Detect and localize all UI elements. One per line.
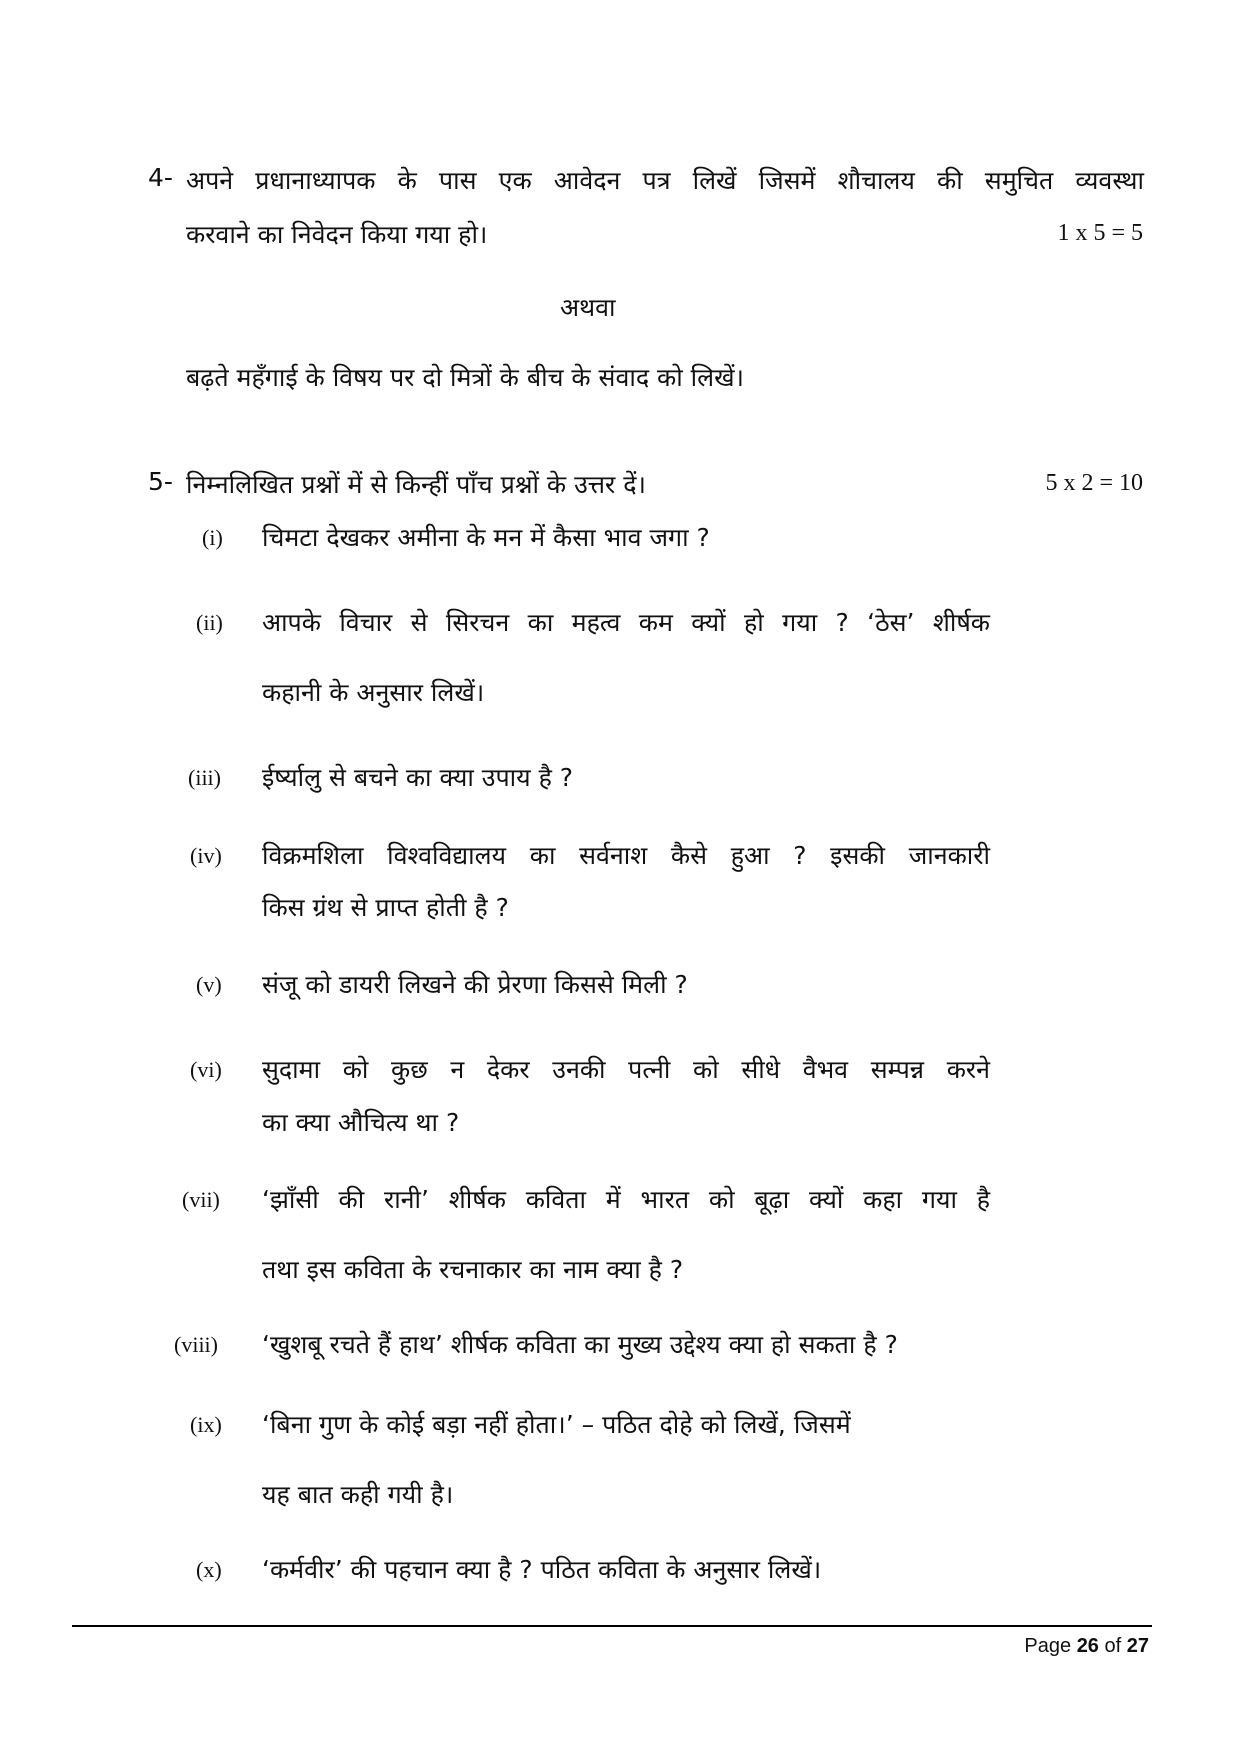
q4-or-label: अथवा (560, 293, 616, 322)
q5-item-text: चिमटा देखकर अमीना के मन में कैसा भाव जगा ? (262, 523, 710, 552)
q5-item-number: (v) (196, 972, 222, 997)
q4-text-line-1: अपने प्रधानाध्यापक के पास एक आवेदन पत्र लिखें जिसमें शौचालय की समुचित व्यवस्था (186, 166, 1144, 195)
q5-item-text: कहानी के अनुसार लिखें। (262, 678, 485, 707)
q5-item-number: (iv) (190, 843, 222, 868)
q5-item-number: (iii) (188, 765, 221, 790)
page-number-footer (1024, 1635, 1149, 1658)
q5-item-text: आपके विचार से सिरचन का महत्व कम क्यों हो गया ? ‘ठेस’ शीर्षक (262, 608, 990, 637)
q5-marks: 5 x 2 = 10 (1045, 470, 1143, 496)
q5-item-text: ‘झाँसी की रानी’ शीर्षक कविता में भारत को बूढ़ा क्यों कहा गया है (262, 1185, 990, 1214)
of-word: of (1104, 1635, 1122, 1657)
total-pages-number: 27 (1126, 1635, 1149, 1657)
q5-item-number: (ix) (190, 1412, 222, 1437)
q5-item-number: (i) (202, 525, 223, 550)
q5-item-text: यह बात कही गयी है। (262, 1480, 454, 1509)
q5-item-text: संजू को डायरी लिखने की प्रेरणा किससे मिली ? (262, 970, 688, 999)
q5-item-number: (x) (196, 1557, 222, 1582)
q5-item-text: का क्या औचित्य था ? (262, 1108, 460, 1137)
q5-item-number: (viii) (174, 1332, 218, 1357)
q5-item-number: (vi) (190, 1057, 222, 1082)
q5-item-text: विक्रमशिला विश्वविद्यालय का सर्वनाश कैसे हुआ ? इसकी जानकारी (262, 841, 990, 870)
q5-item-number: (vii) (182, 1187, 220, 1212)
q5-item-number: (ii) (196, 610, 223, 635)
q4-number: 4- (148, 163, 173, 192)
footer-divider (72, 1625, 1152, 1627)
q5-item-text: ‘खुशबू रचते हैं हाथ’ शीर्षक कविता का मुख्य उद्देश्य क्या हो सकता है ? (262, 1330, 898, 1359)
q5-item-text: ईर्ष्यालु से बचने का क्या उपाय है ? (262, 763, 574, 792)
q4-text-line-2: करवाने का निवेदन किया गया हो। (186, 220, 488, 249)
q5-instruction: निम्नलिखित प्रश्नों में से किन्हीं पाँच प्रश्नों के उत्तर दें। (186, 470, 646, 499)
q4-alternative: बढ़ते महँगाई के विषय पर दो मित्रों के बीच के संवाद को लिखें। (186, 363, 745, 392)
q4-marks: 1 x 5 = 5 (1057, 220, 1143, 246)
q5-item-text: ‘बिना गुण के कोई बड़ा नहीं होता।’ – पठित दोहे को लिखें, जिसमें (262, 1410, 851, 1439)
current-page-number: 26 (1076, 1635, 1099, 1657)
page-word: Page (1024, 1635, 1072, 1657)
q5-number: 5- (148, 467, 173, 496)
q5-item-text: सुदामा को कुछ न देकर उनकी पत्नी को सीधे वैभव सम्पन्न करने (262, 1055, 990, 1084)
q5-item-text: तथा इस कविता के रचनाकार का नाम क्या है ? (262, 1255, 684, 1284)
q5-item-text: ‘कर्मवीर’ की पहचान क्या है ? पठित कविता के अनुसार लिखें। (262, 1555, 822, 1584)
q5-item-text: किस ग्रंथ से प्राप्त होती है ? (262, 893, 509, 922)
